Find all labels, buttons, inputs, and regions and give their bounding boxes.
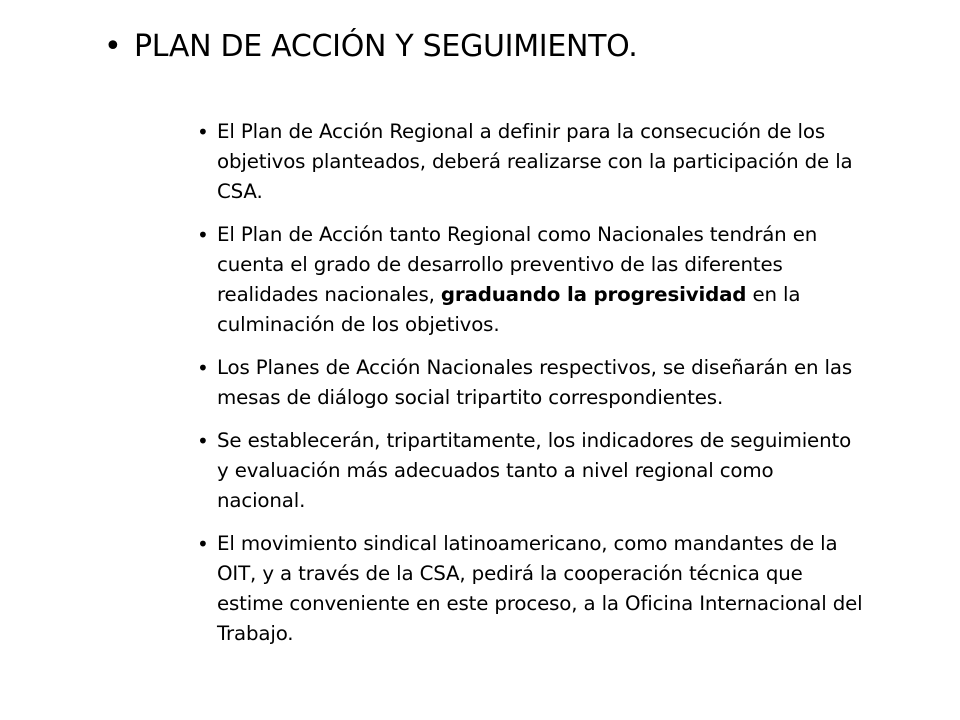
list-item-text [217,220,867,340]
bullet-icon: • [197,356,209,380]
list-item-text-bold: graduando la progresividad [440,283,747,306]
bullet-icon: • [197,120,209,144]
list-item-text: El Plan de Acción Regional a definir para la consecución de los objetivos planteados, deberá realizarse con la participación de la CSA. [217,120,853,203]
list-item [197,426,897,516]
list-item [197,529,897,649]
bullet-list [197,117,897,662]
bullet-icon: • [197,223,209,247]
list-item [197,220,897,340]
title-row [104,26,944,68]
list-item-text: Se establecerán, tripartitamente, los indicadores de seguimiento y evaluación más adecuados tanto a nivel regional como nacional. [217,429,852,512]
list-item-text-after: en la culminación de los objetivos. [217,283,801,336]
list-item-text: Los Planes de Acción Nacionales respectivos, se diseñarán en las mesas de diálogo social tripartito correspondientes. [217,356,852,409]
list-item [197,353,897,413]
bullet-icon: • [197,429,209,453]
slide-title: PLAN DE ACCIÓN Y SEGUIMIENTO. [134,29,638,64]
list-item [197,117,897,207]
list-item-text: El movimiento sindical latinoamericano, como mandantes de la OIT, y a través de la CSA, pedirá la cooperación técnica que estime conveniente en este proceso, a la Oficina Internacional del Trabajo. [217,532,863,645]
list-item-text-before: El Plan de Acción tanto Regional como Nacionales tendrán en cuenta el grado de desarrollo preventivo de las diferentes realidades nacionales, [217,223,818,306]
bullet-icon: • [197,532,209,556]
title-bullet-icon: • [104,29,122,64]
